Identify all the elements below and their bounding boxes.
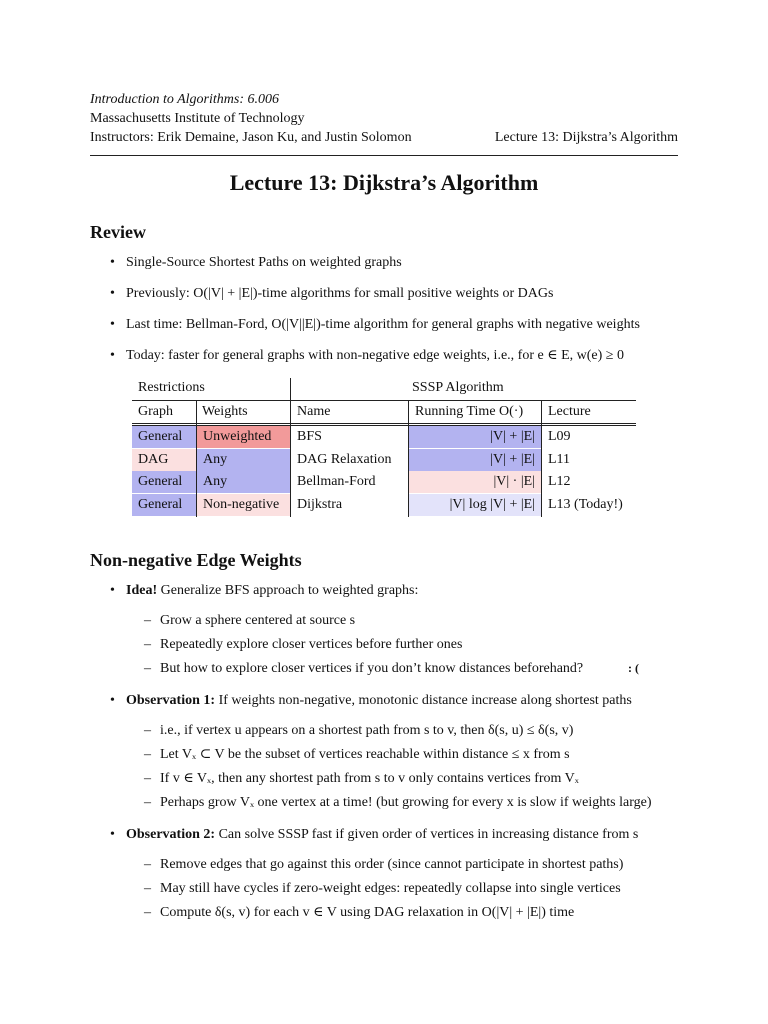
sub-item: – If v ∈ Vₓ, then any shortest path from s to v only contains vertices from Vₓ: [108, 770, 708, 794]
table-cell-name: Dijkstra: [297, 496, 343, 512]
sub-item: – Repeatedly explore closer vertices before further ones: [108, 636, 708, 660]
header-divider: [90, 155, 678, 156]
sub-item: – Compute δ(s, v) for each v ∈ V using DAG relaxation in O(|V| + |E|) time: [108, 904, 708, 928]
table-cell-graph: General: [132, 426, 196, 448]
sssp-table: [132, 378, 636, 516]
table-cell-time: |V| + |E|: [409, 426, 541, 448]
review-item: • Previously: O(|V| + |E|)-time algorithms for small positive weights or DAGs: [108, 285, 708, 316]
sub-item: – i.e., if vertex u appears on a shortest path from s to v, then δ(s, u) ≤ δ(s, v): [108, 722, 708, 746]
table-divider: [290, 378, 291, 517]
review-item: • Last time: Bellman-Ford, O(|V||E|)-time algorithm for general graphs with negative weights: [108, 316, 708, 347]
table-cell-time: |V| log |V| + |E|: [409, 494, 541, 516]
table-divider: [541, 400, 542, 517]
restrictions-header: Restrictions: [138, 380, 205, 395]
review-item: • Today: faster for general graphs with non-negative edge weights, i.e., for e ∈ E, w(e) ≥ 0: [108, 347, 708, 378]
sub-item: – But how to explore closer vertices if you don’t know distances beforehand?: [108, 660, 708, 684]
instructors-line: Instructors: Erik Demaine, Jason Ku, and Justin Solomon: [90, 130, 412, 145]
sub-item: – Let Vₓ ⊂ V be the subset of vertices reachable within distance ≤ x from s: [108, 746, 708, 770]
table-column-header: [132, 400, 636, 426]
document-header: [90, 90, 678, 147]
sub-item: – May still have cycles if zero-weight edges: repeatedly collapse into single vertices: [108, 880, 708, 904]
sub-item: – Remove edges that go against this order (since cannot participate in shortest paths): [108, 856, 708, 880]
observation-1-bullet: [108, 692, 708, 722]
idea-text: Generalize BFS approach to weighted graphs:: [157, 583, 419, 598]
table-cell-lecture: L09: [548, 429, 571, 444]
col-graph: Graph: [138, 404, 173, 419]
institution-name: Massachusetts Institute of Technology: [90, 111, 305, 126]
col-weights: Weights: [202, 404, 248, 419]
table-body: [132, 426, 636, 516]
table-row: [132, 449, 636, 472]
table-cell-name: BFS: [297, 429, 322, 444]
table-cell-time: |V| · |E|: [409, 471, 541, 493]
course-name: Introduction to Algorithms: 6.006: [90, 92, 279, 107]
table-divider: [196, 400, 197, 517]
header-row: [90, 128, 678, 147]
table-cell-weights: Any: [197, 449, 290, 471]
idea-bullet: [108, 582, 708, 612]
table-row: [132, 494, 636, 517]
observation-1-block: [108, 692, 708, 818]
table-cell-lecture: L13 (Today!): [548, 496, 623, 512]
table-cell-lecture: L11: [548, 451, 571, 467]
review-heading: Review: [90, 222, 146, 242]
table-cell-graph: General: [132, 494, 196, 516]
table-cell-lecture: L12: [548, 474, 571, 489]
table-group-header: [132, 378, 636, 400]
nonneg-heading: Non-negative Edge Weights: [90, 550, 302, 570]
observation-2-block: [108, 826, 708, 928]
observation-2-label: Observation 2:: [126, 827, 216, 842]
idea-label: Idea!: [126, 583, 158, 598]
sssp-algorithm-header: SSSP Algorithm: [412, 380, 504, 395]
observation-2-text: Can solve SSSP fast if given order of vertices in increasing distance from s: [215, 827, 639, 842]
col-name: Name: [297, 404, 331, 419]
observation-2-bullet: [108, 826, 708, 856]
sub-item: – Perhaps grow Vₓ one vertex at a time! (but growing for every x is slow if weights large): [108, 794, 708, 818]
table-cell-graph: DAG: [132, 449, 196, 471]
review-list: [108, 254, 708, 378]
table-cell-weights: Non-negative: [197, 494, 290, 516]
table-divider: [408, 400, 409, 517]
col-lecture: Lecture: [548, 404, 591, 419]
page-title: Lecture 13: Dijkstra’s Algorithm: [229, 170, 539, 195]
table-cell-time: |V| + |E|: [409, 449, 541, 471]
table-cell-name: Bellman-Ford: [297, 474, 376, 489]
lecture-reference: Lecture 13: Dijkstra’s Algorithm: [494, 130, 678, 145]
observation-1-text: If weights non-negative, monotonic distance increase along shortest paths: [215, 693, 632, 708]
table-row: [132, 426, 636, 449]
col-running-time: Running Time O(·): [415, 404, 524, 419]
table-cell-graph: General: [132, 471, 196, 493]
review-item: • Single-Source Shortest Paths on weighted graphs: [108, 254, 708, 285]
table-cell-weights: Any: [197, 471, 290, 493]
idea-block: [108, 582, 708, 684]
observation-1-label: Observation 1:: [126, 693, 216, 708]
table-row: [132, 471, 636, 494]
sub-item: – Grow a sphere centered at source s: [108, 612, 708, 636]
table-cell-weights: Unweighted: [197, 426, 290, 448]
table-cell-name: DAG Relaxation: [297, 451, 392, 467]
sad-face-emoticon: : (: [628, 661, 639, 675]
